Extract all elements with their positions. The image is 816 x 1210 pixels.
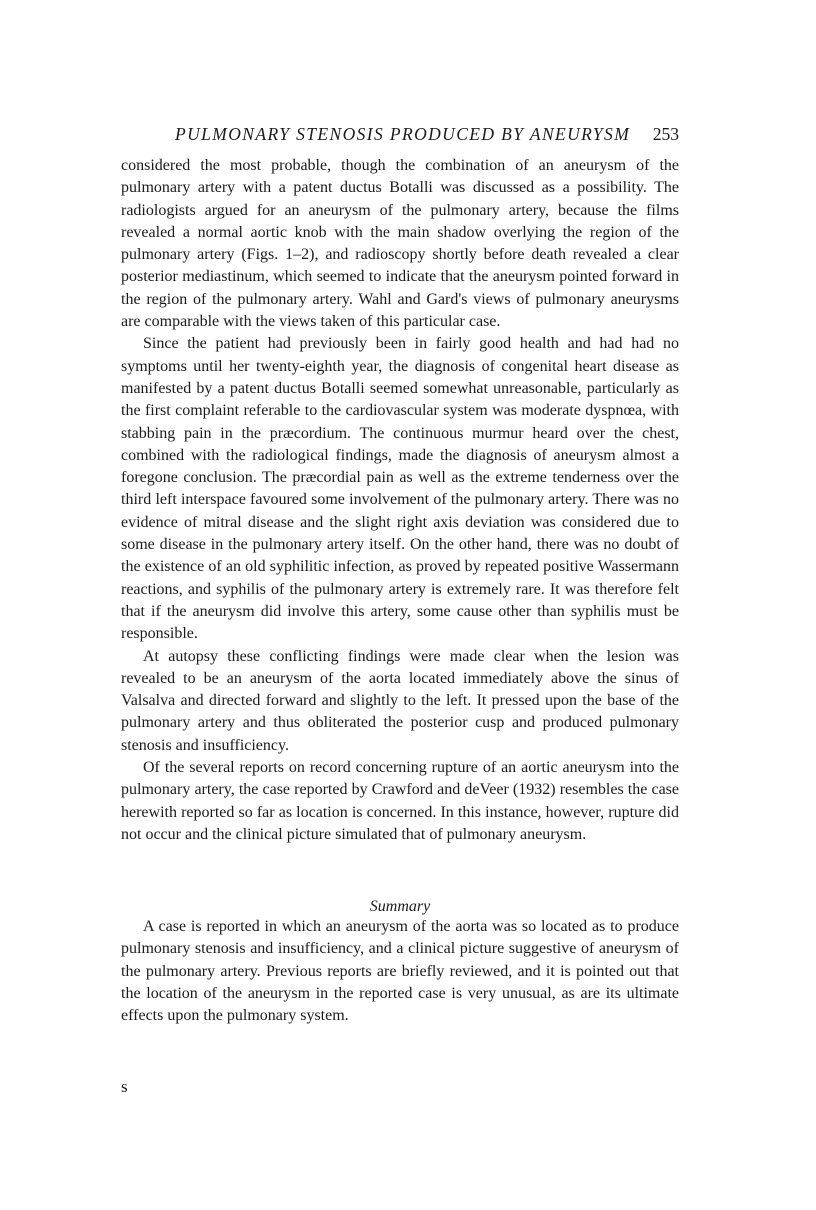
paragraph-diagnosis: Since the patient had previously been in fairly good health and had had no symptoms until her twenty-eighth year, the diagnosis of congenital heart disease as manifested by a patent ductus Botalli seemed somewhat unreasonable, particularly as the first complaint referable to the cardiovascular system was moderate dyspnœa, with stabbing pain in the præcordium. The continuous murmur heard over the chest, combined with the radiological findings, made the diagnosis of aneurysm almost a foregone conclusion. The præcordial pain as well as the extreme tenderness over the third left interspace favoured some involvement of the pulmonary artery. There was no evidence of mitral disease and the slight right axis deviation was considered due to some disease in the pulmonary artery itself. On the other hand, there was no doubt of the existence of an old syphilitic infection, as proved by repeated positive Wassermann reactions, and syphilis of the pulmonary artery is extremely rare. It was therefore felt that if the aneurysm did involve this artery, some cause other than syphilis must be responsible.	[121, 335, 679, 643]
summary-section	[121, 916, 679, 1027]
running-title: PULMONARY STENOSIS PRODUCED BY ANEURYSM	[175, 124, 631, 144]
page-number: 253	[652, 124, 679, 144]
body-text	[121, 155, 679, 846]
summary-paragraph: A case is reported in which an aneurysm of the aorta was so located as to produce pulmonary stenosis and insufficiency, and a clinical picture suggestive of aneurysm of the pulmonary artery. Previous reports are briefly reviewed, and it is pointed out that the location of the aneurysm in the reported case is very unusual, as are its ultimate effects upon the pulmonary system.	[121, 918, 679, 1025]
signature-mark: s	[121, 1077, 128, 1096]
summary-heading: Summary	[369, 898, 431, 915]
paragraph-autopsy: At autopsy these conflicting findings were made clear when the lesion was revealed to be an aneurysm of the aorta located immediately above the sinus of Valsalva and directed forward and slightly to the left. It pressed upon the base of the pulmonary artery and thus obliterated the posterior cusp and produced pulmonary stenosis and insufficiency.	[121, 647, 679, 754]
paragraph-prior-reports: Of the several reports on record concerning rupture of an aortic aneurysm into the pulmonary artery, the case reported by Crawford and deVeer (1932) resembles the case herewith reported so far as location is concerned. In this instance, however, rupture did not occur and the clinical picture simulated that of pulmonary aneurysm.	[121, 759, 679, 843]
page-header	[121, 122, 679, 146]
paragraph-continuation: considered the most probable, though the combination of an aneurysm of the pulmonary artery with a patent ductus Botalli was discussed as a possibility. The radiologists argued for an aneurysm of the pulmonary artery, because the films revealed a normal aortic knob with the main shadow overlying the region of the pulmonary artery (Figs. 1–2), and radioscopy shortly before death revealed a clear posterior mediastinum, which seemed to indicate that the aneurysm pointed forward in the region of the pulmonary artery. Wahl and Gard's views of pulmonary aneurysms are comparable with the views taken of this particular case.	[121, 157, 679, 331]
